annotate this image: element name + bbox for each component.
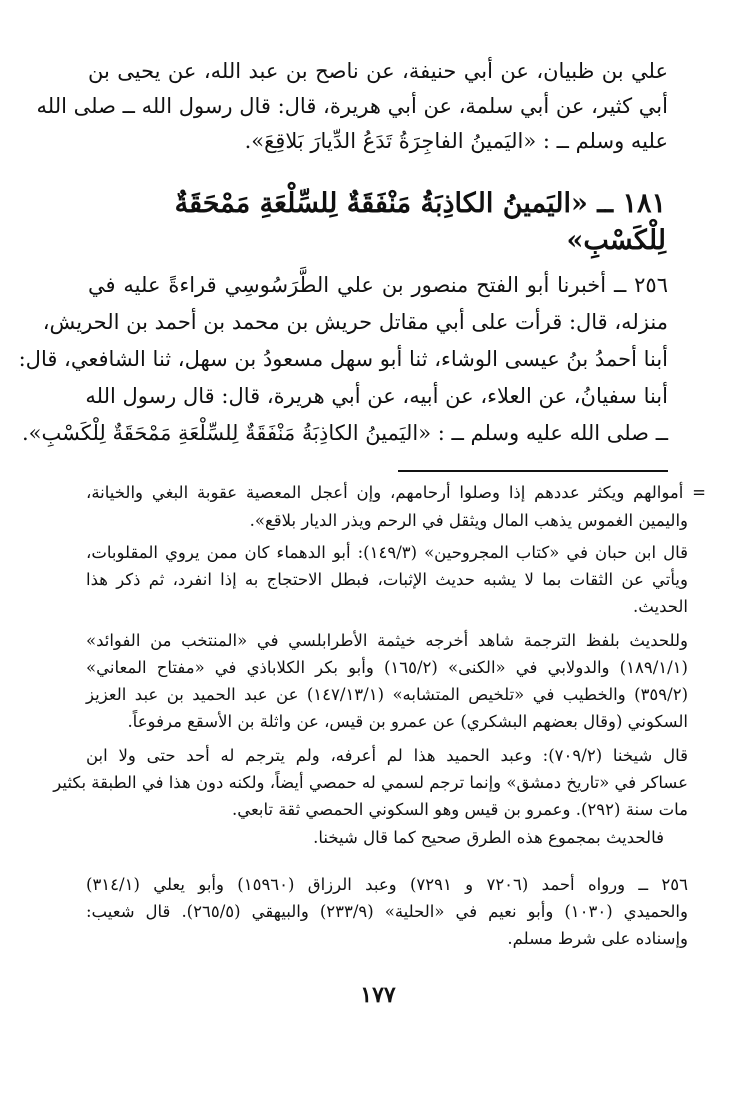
chapter-heading-line: ١٨١ ــ «اليَمينُ الكاذِبَةُ مَنْفَقَةٌ لِلسِّلْعَةِ مَمْحَقَةٌ [174,188,666,219]
footnote-line: والحميدي (١٠٣٠) وأبو نعيم في «الحلية» (٢٣٣/٩) والبيهقي (٢٦٥/٥). قال شعيب: [86,902,688,921]
footnote-line: (٣٥٩/٢) والخطيب في «تلخيص المتشابه» (١٤٧/١٣/١) عن عبد الحميد بن عبد العزيز [86,685,689,704]
page-number: ١٧٧ [360,982,396,1008]
footnote-line: (١٨٩/١/١) والدولابي في «الكنى» (١٦٥/٢) وأبو بكر الكلاباذي في «مفتاح المعاني» [86,658,688,677]
footnote-line: قال شيخنا (٧٠٩/٢): وعبد الحميد هذا لم أعرفه، ولم يترجم له أحد حتى ولا ابن [86,746,688,765]
footnote-line: مات سنة (٢٩٢). وعمرو بن قيس وهو السكوني الحمصي ثقة تابعي. [231,800,688,819]
footnote-line: وللحديث بلفظ الترجمة شاهد أخرجه خيثمة الأطرابلسي في «المنتخب من الفوائد» [86,631,688,650]
chapter-heading-line: لِلْكَسْبِ» [566,225,666,256]
hadith-line: ــ صلى الله عليه وسلم ــ : «اليَمينُ الكاذِبَةُ مَنْفَقَةٌ لِلسِّلْعَةِ مَمْحَقَةٌ لِلْكَسْبِ». [22,421,668,445]
hadith-line: ٢٥٦ ــ أخبرنا أبو الفتح منصور بن علي الطَّرَسُوسِي قراءةً عليه في [88,273,668,297]
footnote-separator [398,470,668,472]
hadith-line: منزله، قال: قرأت على أبي مقاتل حريش بن محمد بن أحمد بن الحريش، [42,310,668,334]
footnote-line: عساكر في «تاريخ دمشق» وإنما ترجم لسمي له حمصي أيضاً، ولكنه دون هذا في الطبقة بكثير [53,773,688,792]
footnote-line: فالحديث بمجموع هذه الطرق صحيح كما قال شيخنا. [313,828,664,847]
footnote-line: واليمين الغموس يذهب المال ويثقل في الرحم ويذر الديار بلاقع». [249,511,688,530]
main-text-line: عليه وسلم ــ : «اليَمينُ الفاجِرَةُ تَدَعُ الدِّيارَ بَلاقِعَ». [244,129,668,153]
footnote-line: الحديث. [633,597,688,616]
footnote-line: قال ابن حبان في «كتاب المجروحين» (١٤٩/٣): أبو الدهماء كان ممن يروي المقلوبات، [86,543,688,562]
footnote-line: وإسناده على شرط مسلم. [507,929,688,948]
hadith-line: أبنا سفيانُ، عن العلاء، عن أبيه، عن أبي هريرة، قال: قال رسول الله [85,384,668,408]
footnote-line: = أموالهم ويكثر عددهم إذا وصلوا أرحامهم، وإن أعجل المعصية عقوبة البغي والخيانة، [86,483,706,502]
hadith-line: أبنا أحمدُ بنُ عيسى الوشاء، ثنا أبو سهل مسعودُ بن سهل، ثنا الشافعي، قال: [18,347,668,371]
footnote-line: السكوني (وقال بعضهم البشكري) عن عمرو بن قيس، عن واثلة بن الأسقع مرفوعاً. [127,712,688,731]
footnote-line: ٢٥٦ ــ ورواه أحمد (٧٢٠٦ و ٧٢٩١) وعبد الرزاق (١٥٩٦٠) وأبو يعلي (٣١٤/١) [86,875,688,894]
footnote-line: ويأتي عن الثقات بما لا يشبه حديث الإثبات، فبطل الاحتجاج به إذا انفرد، ثم ذكر هذا [86,570,688,589]
main-text-line: علي بن ظبيان، عن أبي حنيفة، عن ناصح بن عبد الله، عن يحيى بن [88,59,668,83]
main-text-line: أبي كثير، عن أبي سلمة، عن أبي هريرة، قال: قال رسول الله ــ صلى الله [36,94,668,118]
